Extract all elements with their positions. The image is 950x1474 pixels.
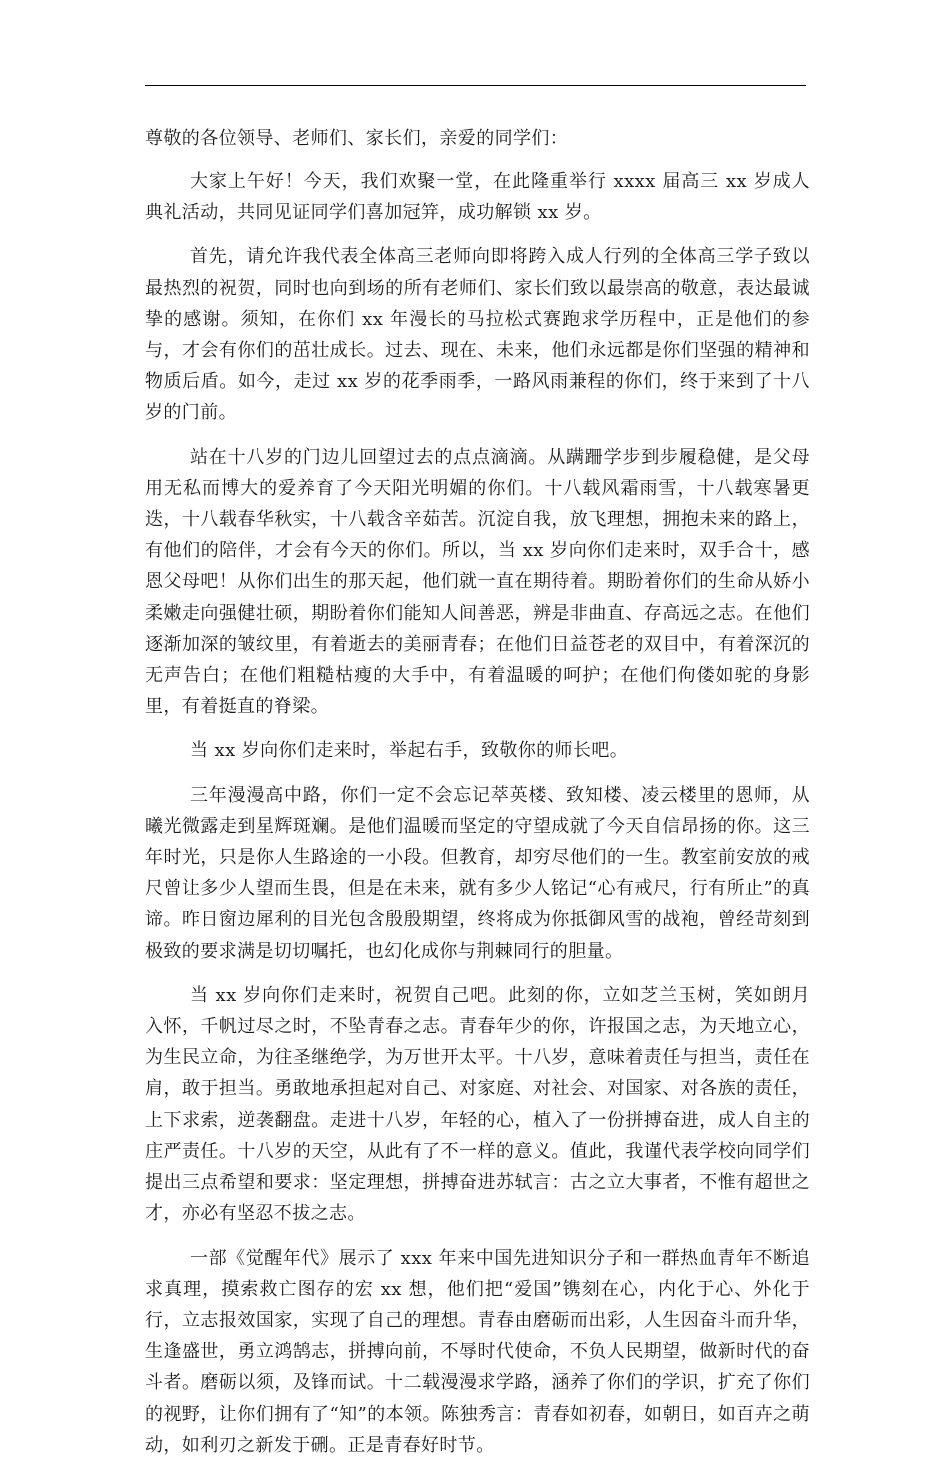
document-body [145,123,810,1474]
paragraph-thanks: 首先，请允许我代表全体高三老师向即将跨入成人行列的全体高三学子致以最热烈的祝贺，同时也向到场的所有老师们、家长们致以最崇高的敬意，表达最诚挚的感谢。须知，在你们 xx 年漫长的马拉松式赛跑求学历程中，正是他们的参与，才会有你们的茁壮成长。过去、现在、未来，他们永远都是你们坚强的精神和物质后盾。如今，走过 xx 岁的花季雨季，一路风雨兼程的你们，终于来到了十八岁的门前。 [145,246,810,424]
paragraph-salute-teachers: 当 xx 岁向你们走来时，举起右手，致敬你的师长吧。 [190,740,629,762]
salutation: 尊敬的各位领导、老师们、家长们，亲爱的同学们： [145,128,569,149]
paragraph-parents: 站在十八岁的门边儿回望过去的点点滴滴。从蹒跚学步到步履稳健，是父母用无私而博大的爱养育了今天阳光明媚的你们。十八载风霜雨雪，十八载寒暑更迭，十八载春华秋实，十八载含辛茹苦。沉淀自我，放飞理想，拥抱未来的路上，有他们的陪伴，才会有今天的你们。所以，当 xx 岁向你们走来时，双手合十，感恩父母吧！从你们出生的那天起，他们就一直在期待着。期盼着你们的生命从娇小柔嫩走向强健壮硕，期盼着你们能知人间善恶，辨是非曲直、存高远之志。在他们逐渐加深的皱纹里，有着逝去的美丽青春；在他们日益苍老的双目中，有着深沉的无声告白；在他们粗糙枯瘦的大手中，有着温暖的呵护；在他们佝偻如驼的身影里，有着挺直的脊梁。 [145,446,810,718]
paragraph-self: 当 xx 岁向你们走来时，祝贺自己吧。此刻的你，立如芝兰玉树，笑如朗月入怀，千帆过尽之时，不坠青春之志。青春年少的你，许报国之志，为天地立心，为生民立命，为往圣继绝学，为万世开太平。十八岁，意味着责任与担当，责任在肩，敢于担当。勇敢地承担起对自己、对家庭、对社会、对国家、对各族的责任，上下求索，逆袭翻盘。走进十八岁，年轻的心，植入了一份拼搏奋进，成人自主的庄严责任。十八岁的天空，从此有了不一样的意义。值此，我谨代表学校向同学们提出三点希望和要求：坚定理想，拼搏奋进苏轼言：古之立大事者，不惟有超世之才，亦必有坚忍不拔之志。 [145,984,810,1225]
paragraph-teachers: 三年漫漫高中路，你们一定不会忘记萃英楼、致知楼、凌云楼里的恩师，从曦光微露走到星辉斑斓。是他们温暖而坚定的守望成就了今天自信昂扬的你。这三年时光，只是你人生路途的一小段。但教育，却穷尽他们的一生。教室前安放的戒尺曾让多少人望而生畏，但是在未来，就有多少人铭记“心有戒尺，行有所止”的真谛。昨日窗边犀利的目光包含殷殷期望，终将成为你抵御风雪的战袍，曾经苛刻到极致的要求满是切切嘱托，也幻化成你与荆棘同行的胆量。 [145,784,810,962]
header-rule [145,85,806,86]
paragraph-awakening-age: 一部《觉醒年代》展示了 xxx 年来中国先进知识分子和一群热血青年不断追求真理，摸索救亡图存的宏 xx 想，他们把“爱国”镌刻在心，内化于心、外化于行，立志报效国家，实现了自己的理想。青春由磨砺而出彩，人生因奋斗而升华，生逢盛世，勇立鸿鹄志，拼搏向前，不辱时代使命，不负人民期望，做新时代的奋斗者。磨砺以须，及锋而试。十二载漫漫求学路，涵养了你们的学识，扩充了你们的视野，让你们拥有了“知”的本领。陈独秀言：青春如初春，如朝日，如百卉之萌动，如利刃之新发于硎。正是青春好时节。 [145,1247,810,1456]
paragraph-greeting: 大家上午好！今天，我们欢聚一堂，在此隆重举行 xxxx 届高三 xx 岁成人典礼活动，共同见证同学们喜加冠笄，成功解锁 xx 岁。 [145,171,810,224]
